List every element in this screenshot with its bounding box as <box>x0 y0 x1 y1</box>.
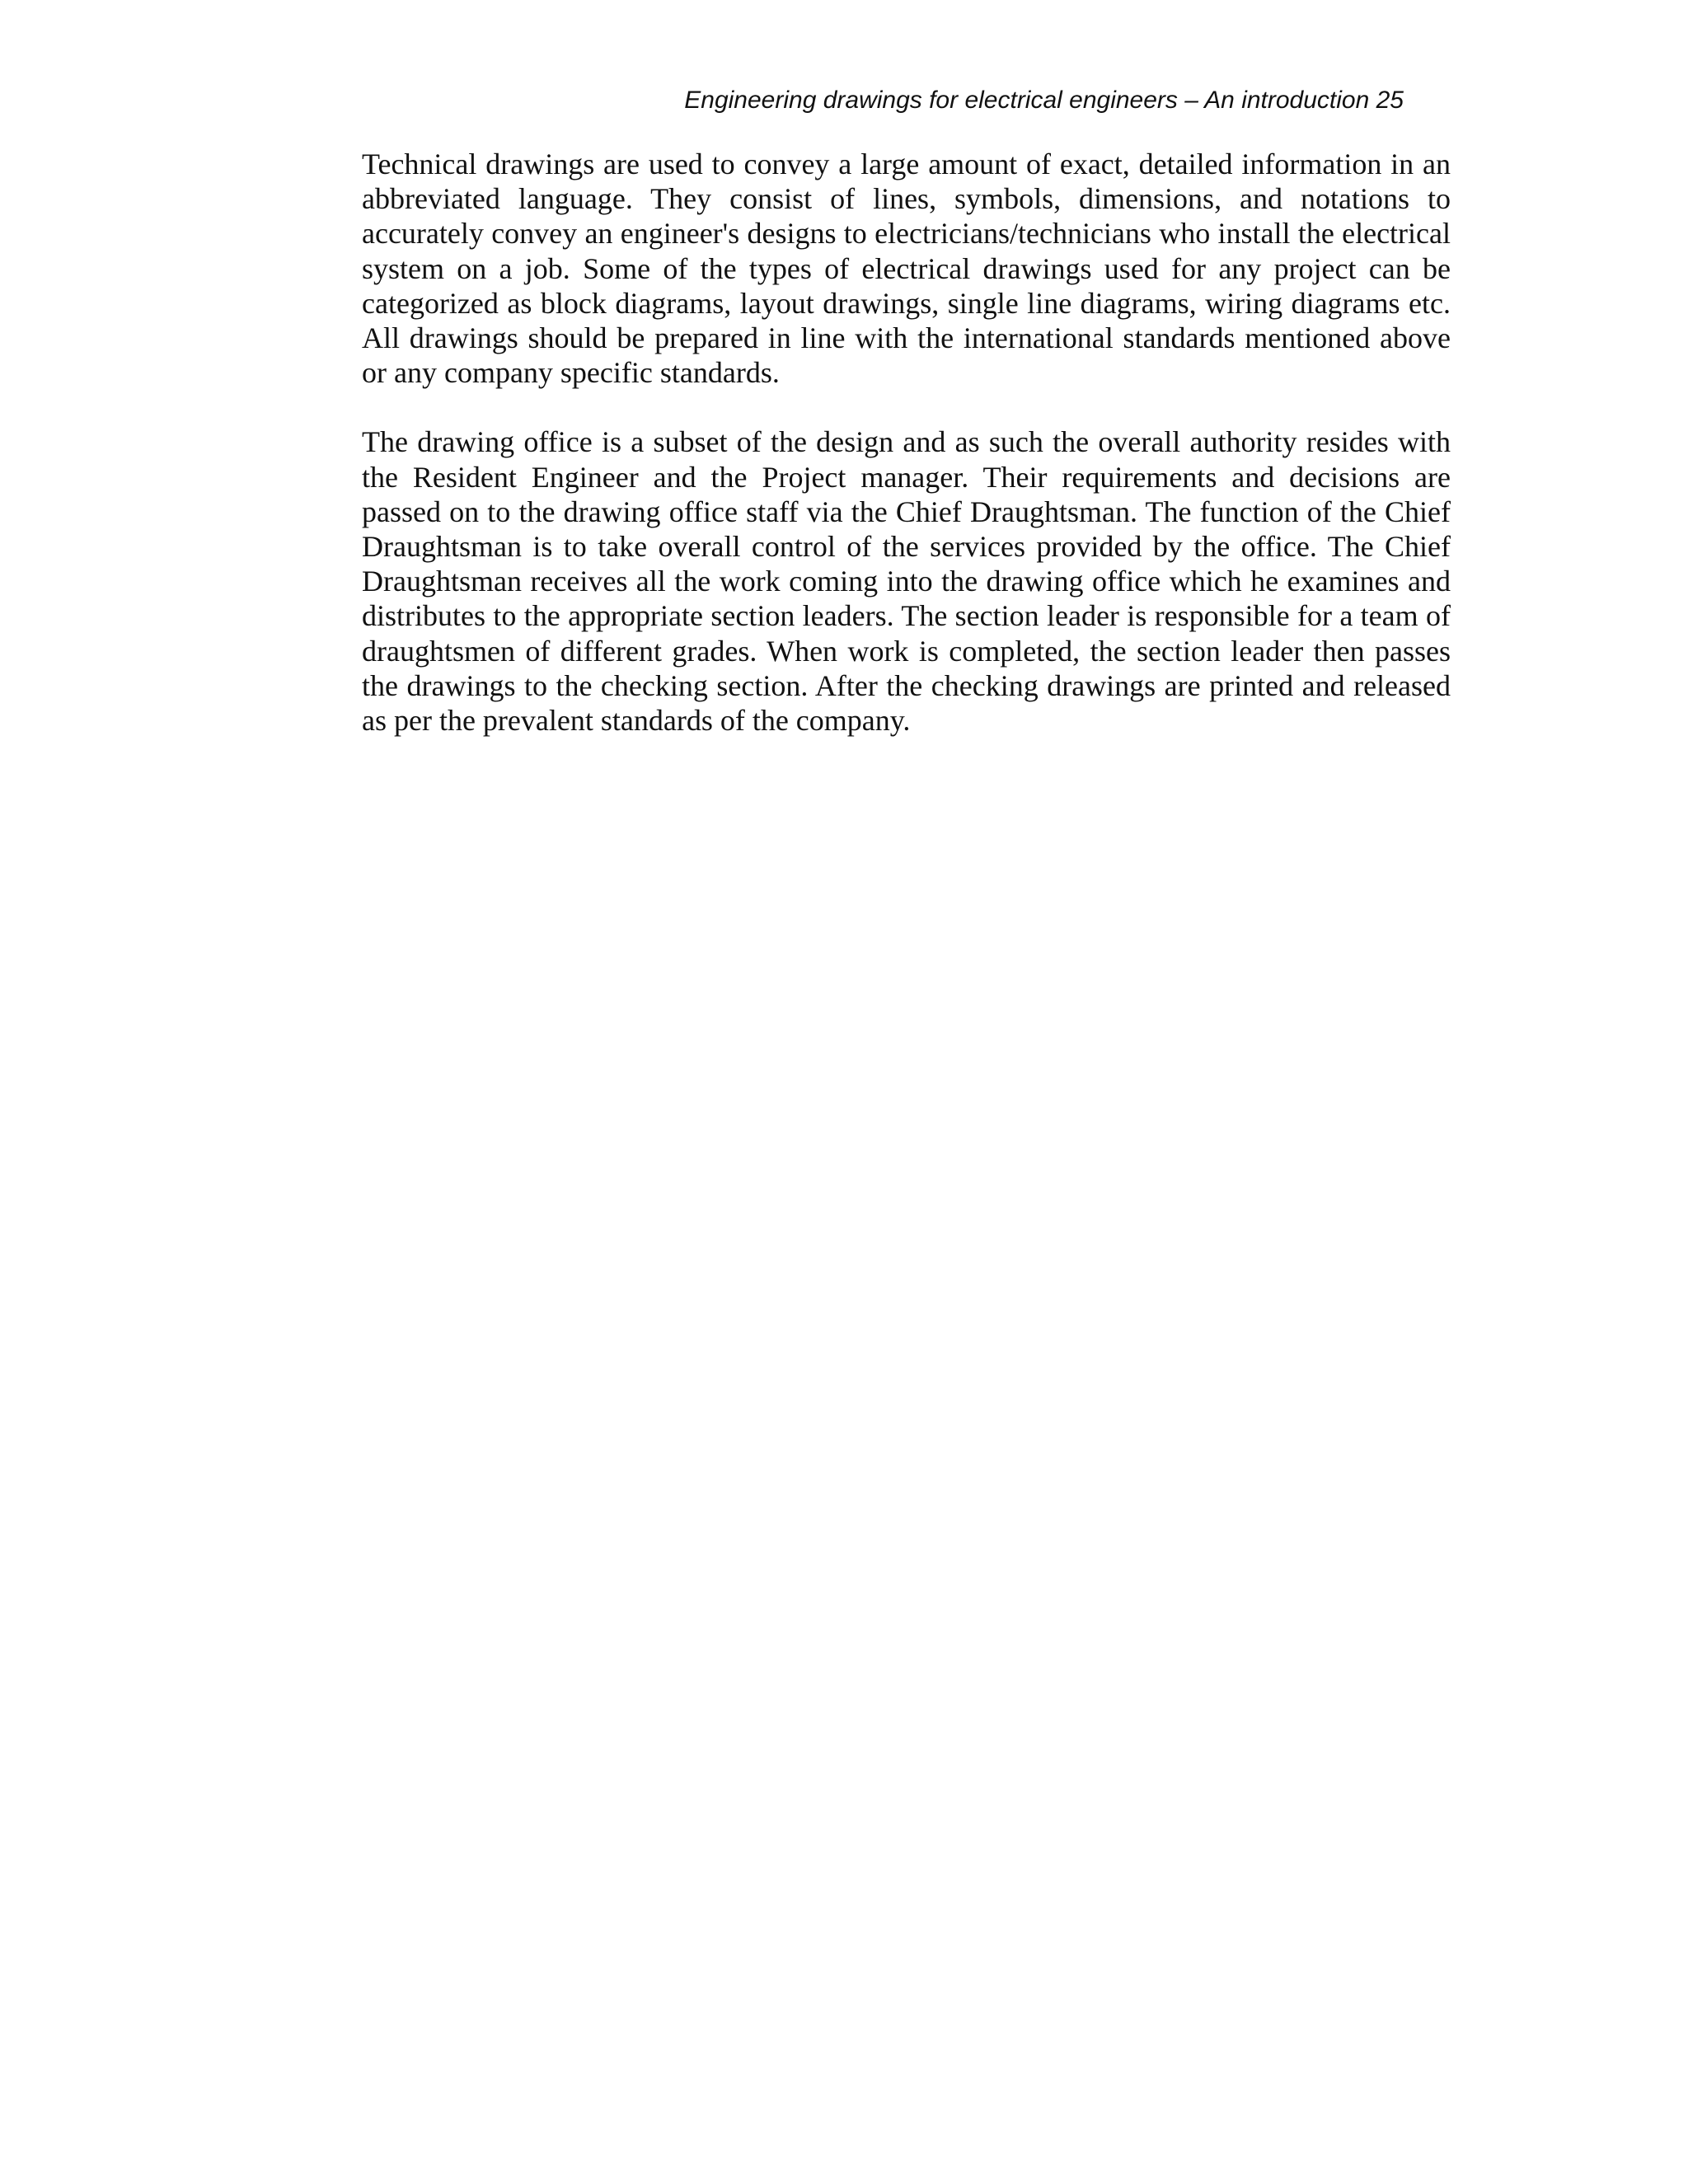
paragraph-drawing-office: The drawing office is a subset of the design and as such the overall authority resides with the Resident Engineer and the Project manager. Their requirements and decisions are passed on to the drawing office staff via the Chief Draughtsman. The function of the Chief Draughtsman is to take overall control of the services provided by the office. The Chief Draughtsman receives all the work coming into the drawing office which he examines and distributes to the appropriate section leaders. The section leader is responsible for a team of draughtsmen of different grades. When work is completed, the section leader then passes the drawings to the checking section. After the checking drawings are printed and released as per the prevalent standards of the company. <box>362 425 1451 738</box>
running-header: Engineering drawings for electrical engineers – An introduction 25 <box>684 87 1404 114</box>
body-text <box>362 147 1451 772</box>
paragraph-technical-drawings: Technical drawings are used to convey a large amount of exact, detailed information in an abbreviated language. They consist of lines, symbols, dimensions, and notations to accurately convey an engineer's designs to electricians/technicians who install the electrical system on a job. Some of the types of electrical drawings used for any project can be categorized as block diagrams, layout drawings, single line diagrams, wiring diagrams etc. All drawings should be prepared in line with the international standards mentioned above or any company specific standards. <box>362 148 1451 390</box>
